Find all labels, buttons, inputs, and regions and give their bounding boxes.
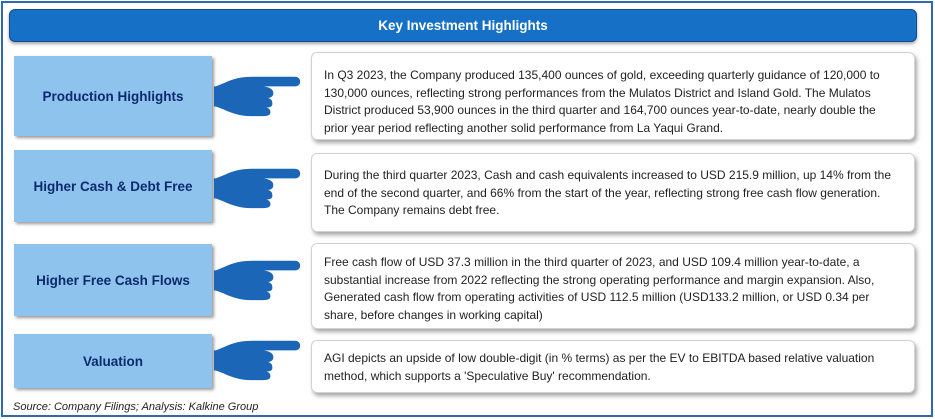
label-higher-free-cash-flows: Higher Free Cash Flows — [14, 244, 212, 316]
page-title: Key Investment Highlights — [9, 9, 917, 42]
pointing-hand-icon — [212, 334, 304, 384]
valuation-text: AGI depicts an upside of low double-digit (in % terms) as per the EV to EBITDA based relative valuation method, which supports a 'Speculative Buy' recommendation. — [311, 340, 915, 393]
higher-free-cash-flows-text: Free cash flow of USD 37.3 million in the third quarter of 2023, and USD 109.4 million year-to-date, a substantial increase from 2022 reflecting the strong operating performance and margin expansion. Also, Generated cash flow from operating activities of USD 112.5 million (USD133.2 million, or USD 0.34 per share, before changes in working capital) — [311, 243, 915, 329]
label-valuation: Valuation — [14, 334, 212, 388]
pointing-hand-icon — [212, 162, 304, 212]
pointing-hand-icon — [212, 254, 304, 304]
source-footnote: Source: Company Filings; Analysis: Kalkine Group — [13, 401, 259, 413]
pointing-hand-icon — [212, 70, 304, 120]
label-production-highlights: Production Highlights — [14, 56, 212, 136]
production-highlights-text: In Q3 2023, the Company produced 135,400 ounces of gold, exceeding quarterly guidance of 120,000 to 130,000 ounces, reflecting strong performances from the Mulatos District and Island Gold. The Mulatos District produced 53,900 ounces in the third quarter and 164,700 ounces year-to-date, nearly double the prior year period reflecting another solid performance from La Yaqui Grand. — [311, 52, 915, 140]
higher-cash-debt-free-text: During the third quarter 2023, Cash and cash equivalents increased to USD 215.9 million, up 14% from the end of the second quarter, and 66% from the start of the year, reflecting strong free cash flow generation. The Company remains debt free. — [311, 153, 915, 232]
label-higher-cash-debt-free: Higher Cash & Debt Free — [14, 150, 212, 222]
